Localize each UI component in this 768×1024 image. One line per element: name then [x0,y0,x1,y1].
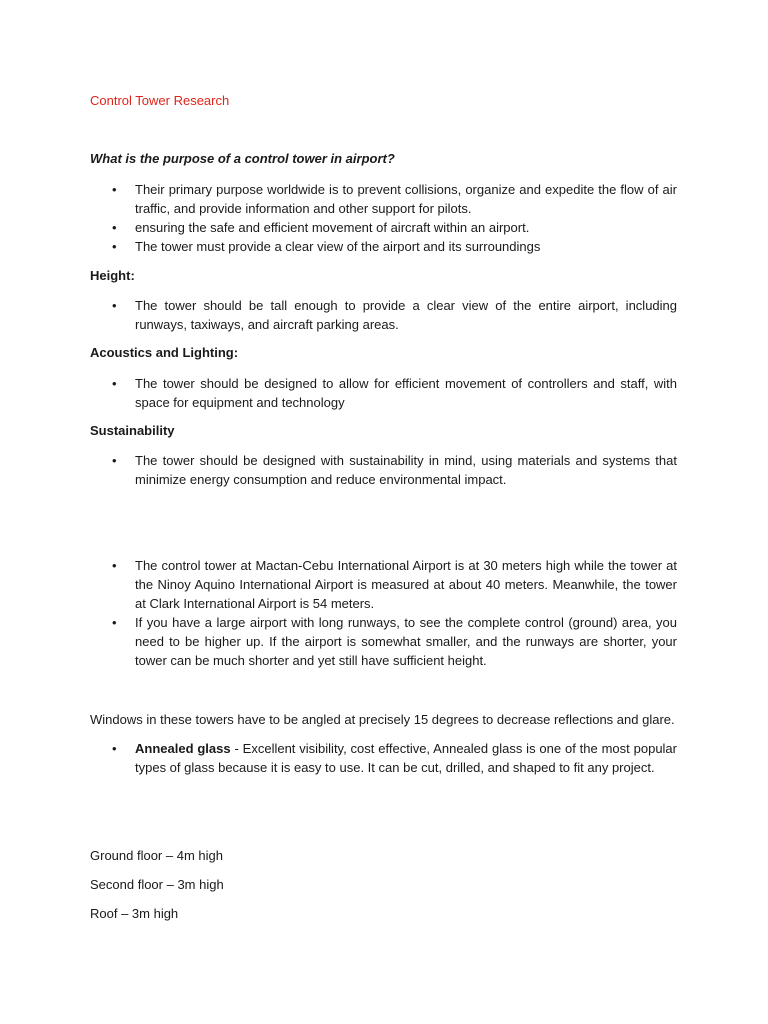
floor-line: Second floor – 3m high [90,877,224,892]
list-item: • The tower should be tall enough to provide a clear view of the entire airport, including runways, taxiways, and aircraft parking areas. [112,298,677,332]
height-heading: Height: [90,268,135,283]
bullet-icon: • [112,298,117,313]
glass-term: Annealed glass [135,741,231,756]
list-item: • The control tower at Mactan-Cebu International Airport is at 30 meters high while the tower at the Ninoy Aquino International Airport is measured at about 40 meters. Meanwhile, the tower at Clark International Airport is 54 meters. [112,558,677,611]
purpose-list [90,180,677,256]
list-item: • If you have a large airport with long runways, to see the complete control (ground) area, you need to be higher up. If the airport is somewhat smaller, and the runways are shorter, your tower can be much shorter and yet still have sufficient height. [112,615,677,668]
document-title: Control Tower Research [90,93,230,108]
list-item: • The tower must provide a clear view of the airport and its surroundings [112,239,541,254]
sustainability-heading: Sustainability [90,423,175,438]
bullet-icon: • [112,182,117,197]
bullet-icon: • [112,220,117,235]
windows-paragraph: Windows in these towers have to be angled at precisely 15 degrees to decrease reflections and glare. [90,712,675,727]
bullet-icon: • [112,239,117,254]
bullet-icon: • [112,741,117,756]
floor-line: Roof – 3m high [90,906,179,921]
bullet-icon: • [112,453,117,468]
bullet-icon: • [112,558,117,573]
purpose-question: What is the purpose of a control tower in airport? [90,151,395,166]
bullet-icon: • [112,376,117,391]
height-list [90,296,677,334]
sustainability-list [90,451,677,489]
airport-heights-list [90,556,677,670]
acoustics-heading: Acoustics and Lighting: [90,345,239,360]
floor-line: Ground floor – 4m high [90,848,223,863]
glass-list [90,739,677,777]
list-item: • The tower should be designed to allow for efficient movement of controllers and staff, with space for equipment and technology [112,376,677,410]
acoustics-list [90,374,677,412]
bullet-icon: • [112,615,117,630]
list-item: • Annealed glass - Excellent visibility, cost effective, Annealed glass is one of the most popular types of glass because it is easy to use. It can be cut, drilled, and shaped to fit any project. [112,741,677,775]
list-item: • Their primary purpose worldwide is to prevent collisions, organize and expedite the flow of air traffic, and provide information and other support for pilots. [112,182,677,216]
list-item: • ensuring the safe and efficient movement of aircraft within an airport. [112,220,530,235]
list-item: • The tower should be designed with sustainability in mind, using materials and systems that minimize energy consumption and reduce environmental impact. [112,453,677,487]
